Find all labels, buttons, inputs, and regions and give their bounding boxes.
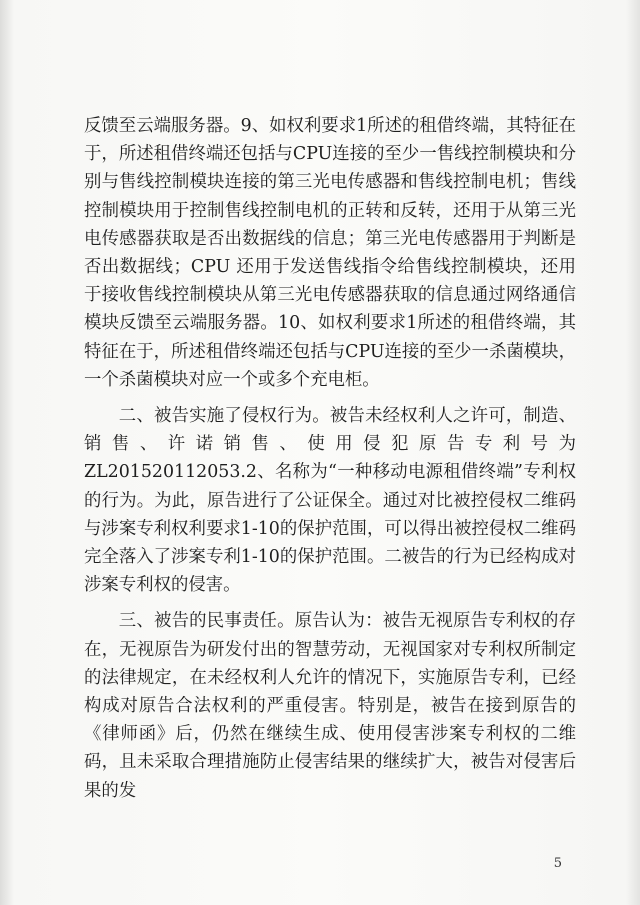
document-body — [84, 112, 576, 805]
paragraph-infringement: 二、被告实施了侵权行为。被告未经权利人之许可，制造、销售、许诺销售、使用侵犯原告专利号为ZL201520112053.2、名称为“一种移动电源租借终端”专利权的行为。为此，原告进行了公证保全。通过对比被控侵权二维码与涉案专利权利要求1-10的保护范围，可以得出被控侵权二维码完全落入了涉案专利1-10的保护范围。二被告的行为已经构成对涉案专利权的侵害。 — [84, 406, 576, 596]
page-number: 5 — [553, 856, 562, 871]
paragraph-civil-liability: 三、被告的民事责任。原告认为：被告无视原告专利权的存在，无视原告为研发付出的智慧劳动，无视国家对专利权所制定的法律规定，在未经权利人允许的情况下，实施原告专利，已经构成对原告合法权利的严重侵害。特别是，被告在接到原告的《律师函》后，仍然在继续生成、使用侵害涉案专利权的二维码，且未采取合理措施防止侵害结果的继续扩大，被告对侵害后果的发 — [84, 611, 576, 801]
paragraph-claims-continued: 反馈至云端服务器。9、如权利要求1所述的租借终端，其特征在于，所述租借终端还包括与CPU连接的至少一售线控制模块和分别与售线控制模块连接的第三光电传感器和售线控制电机；售线控制模块用于控制售线控制电机的正转和反转，还用于从第三光电传感器获取是否出数据线的信息；第三光电传感器用于判断是否出数据线；CPU 还用于发送售线指令给售线控制模块，还用于接收售线控制模块从第三光电传感器获取的信息通过网络通信模块反馈至云端服务器。10、如权利要求1所述的租借终端，其特征在于，所述租借终端还包括与CPU连接的至少一杀菌模块，一个杀菌模块对应一个或多个充电柜。 — [84, 116, 576, 390]
